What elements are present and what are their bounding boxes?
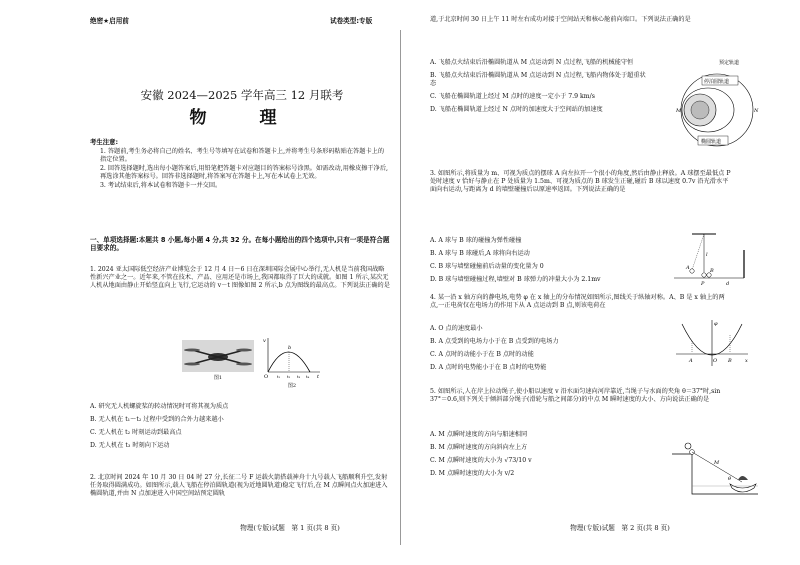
tick-label: t₄ <box>306 374 310 379</box>
option-a: A. O 点的速度最小 <box>430 325 483 332</box>
option-a: A. M 点瞬时速度的方向与船速相同 <box>430 431 528 438</box>
option-a: A. 研究无人机螺旋桨的转动情况时可将其视为质点 <box>90 403 229 410</box>
q3-options <box>430 232 650 289</box>
boat-diagram <box>670 434 760 498</box>
x-axis-label: x <box>745 358 748 364</box>
orbit-diagram <box>672 54 762 158</box>
option-b: B. 飞船点火结束后沿椭圆轨道从 M 点运动到 N 点过程,飞船内物体处于超重状态 <box>430 71 646 87</box>
q1-options <box>90 398 390 455</box>
option-b: B. A 点受到的电场力小于在 B 点受到的电场力 <box>430 337 559 345</box>
option-d: D. 飞船在椭圆轨道上经过 N 点时的加速度大于空间站的加速度 <box>430 105 603 113</box>
angle-label: θ <box>728 476 732 482</box>
option-c: C. B 球与墙壁碰撞前后动量的变化量为 0 <box>430 262 544 270</box>
option-d: D. B 球与墙壁碰撞过程,墙壁对 B 球弹力的冲量大小为 2.1mv <box>430 275 601 283</box>
question-stem: 4. 某一沿 x 轴方向的静电场,电势 φ 在 x 轴上的分布情况如图所示,图线关于纵轴对称。A、B 是 x 轴上的两点,一正电荷仅在电场力的作用下从 A 点运动到 B 点,则该电荷在 <box>430 294 725 309</box>
q4-options <box>430 320 650 377</box>
point-a-label: A <box>689 358 693 364</box>
origin-label: O <box>264 374 269 380</box>
secret-label: 绝密★启用前 <box>90 17 129 25</box>
phi-axis-label: φ <box>714 321 718 327</box>
paper-type-label: 试卷类型:专版 <box>330 17 373 25</box>
point-n-label: N <box>754 108 759 114</box>
point-m-label: M <box>676 108 682 114</box>
point-p-label: P <box>701 281 705 287</box>
notice-heading: 考生注意: <box>90 138 119 146</box>
question-stem: 2. 北京时间 2024 年 10 月 30 日 04 时 27 分,长征二号 F 运载火箭搭载神舟十九号载人飞船顺利升空,发射任务取得圆满成功。如图所示,载人飞船在停泊圆轨道(视为近地圆轨道)稳定飞行后,在 M 点瞬间点火加速进入椭圆轨道,并由 N 点加速进入中国空间站预定圆轨 <box>90 474 388 497</box>
point-m-label: M <box>714 460 720 466</box>
option-d: D. 无人机在 t₃ 时刻向下运动 <box>90 441 170 449</box>
q5-options <box>430 426 650 483</box>
option-c: C. 无人机在 t₂ 时刻运动到最高点 <box>90 428 182 436</box>
drone-figure <box>182 340 254 380</box>
tick-label: t₁ <box>277 374 281 379</box>
point-b-label: B <box>728 358 732 364</box>
potential-graph <box>672 318 752 370</box>
question-stem: 5. 如图所示,人在岸上拉动绳子,使小船以速度 v 沿水面匀速向河岸靠近,当绳子与水面的夹角 θ＝37°时,sin 37°＝0.6,则下列关于倾斜部分绳子(滑轮与船之间部分)的中点 M 瞬时速度的大小、方向说法正确的是 <box>430 388 721 403</box>
option-d: D. A 点时的电势能小于在 B 点时的电势能 <box>430 363 547 371</box>
length-label: l <box>706 252 708 258</box>
question-5 <box>430 388 732 406</box>
page-footer-right: 物理(专版)试题 第 2 页(共 8 页) <box>570 524 670 532</box>
notice-item: 1. 答题前,考生务必将自己的姓名、考生号等填写在试卷和答题卡上,并将考生号条形码粘贴在答题卡上的指定位置。 <box>100 148 385 164</box>
option-a: A. A 球与 B 球的碰撞为弹性碰撞 <box>430 237 522 244</box>
v-axis-label: v <box>263 338 266 344</box>
ball-b-label: B <box>710 268 714 274</box>
origin-label: O <box>713 358 718 364</box>
question-stem: 1. 2024 亚太国际低空经济产业博览会于 12 月 4 日～6 日在深圳国际会展中心举行,无人机是当前我国战略性新兴产业之一。近年来,不管在技术、产品、应用还是市场上,我国都取得了巨大的成就。如图 1 所示,某次无人机从地面由静止开始竖直向上飞行,它运动的 v－t 图像如图 2 所示,b 点为图线的最高点。下列说法正确的是 <box>90 266 390 289</box>
vt-graph <box>262 336 322 388</box>
question-4 <box>430 294 732 312</box>
pendulum-diagram <box>672 230 752 290</box>
question-1 <box>90 266 390 292</box>
question-2-continued <box>430 16 732 26</box>
option-b: B. A 球与 B 球碰后,A 球将向右运动 <box>430 249 530 257</box>
option-c: C. A 点时的动能小于在 B 点时的动能 <box>430 350 534 358</box>
tick-label: t₃ <box>297 374 301 379</box>
ball-a-label: A <box>686 265 690 271</box>
notice-block <box>90 138 390 191</box>
option-a: A. 飞船点火结束后沿椭圆轨道从 M 点运动到 N 点过程,飞船的机械能守恒 <box>430 59 634 66</box>
section-heading: 一、单项选择题:本题共 8 小题,每小题 4 分,共 32 分。在每小题给出的四个选项中,只有一项是符合题目要求的。 <box>90 236 390 253</box>
orbit-label: 停泊圆轨道 <box>704 79 730 85</box>
option-d: D. M 点瞬时速度的大小为 v/2 <box>430 469 515 477</box>
figure-caption: 图1 <box>213 374 223 381</box>
drone-icon <box>182 340 254 372</box>
figure-caption: 图2 <box>287 382 297 389</box>
option-b: B. 无人机在 t₁～t₂ 过程中受到的合外力越来越小 <box>90 415 224 423</box>
option-c: C. 飞船在椭圆轨道上经过 M 点时的速度一定小于 7.9 km/s <box>430 92 595 100</box>
distance-label: d <box>726 281 730 287</box>
notice-item: 3. 考试结束后,将本试卷和答题卡一并交回。 <box>100 181 222 189</box>
notice-item: 2. 回答选择题时,选出每小题答案后,用铅笔把答题卡对应题目的答案标号涂黑。如需改动,用橡皮擦干净后,再选涂其他答案标号。回答非选择题时,将答案写在答题卡上,写在本试卷上无效。 <box>100 165 388 180</box>
option-b: B. M 点瞬时速度的方向斜向左上方 <box>430 443 528 451</box>
orbit-label: 预定轨道 <box>719 60 740 66</box>
question-2 <box>90 474 390 500</box>
question-stem: 3. 如图所示,将质量为 m、可视为质点的摆球 A 向左拉开一个很小的角度,然后由静止释放。A 球摆至最低点 P 处时速度 v 恰好与静止在 P 处质量为 1.5m、可视为质点的 B 球发生正碰,碰后 B 球以速度 0.7v 沿光滑水平面向右运动,与距离为 d 的墙壁碰撞后以原速率返回。下列说法正确的是 <box>430 170 731 193</box>
question-3 <box>430 170 732 196</box>
peak-label: b <box>288 345 292 351</box>
question-stem: 道,于北京时间 30 日上午 11 时左右成功对接于空间站天和核心舱前向端口。下列说法正确的是 <box>430 16 691 23</box>
option-c: C. M 点瞬时速度的大小为 √73/10 v <box>430 456 532 464</box>
page-footer-left: 物理(专版)试题 第 1 页(共 8 页) <box>240 524 340 532</box>
orbit-label: 椭圆轨道 <box>701 139 722 145</box>
t-axis-label: t <box>317 374 320 380</box>
subject-title: 物 理 <box>189 108 295 128</box>
q2-options <box>430 54 650 119</box>
exam-title: 安徽 2024—2025 学年高三 12 月联考 <box>140 88 344 102</box>
page-divider <box>400 30 401 545</box>
tick-label: t₂ <box>287 374 291 379</box>
